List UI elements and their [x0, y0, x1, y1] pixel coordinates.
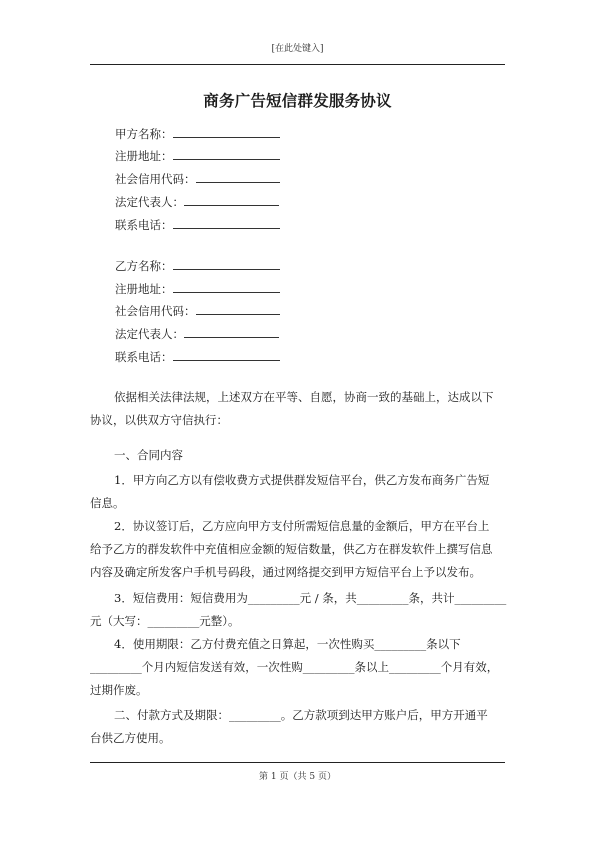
section-1-heading [90, 444, 505, 467]
party-b-credit-code-field: 社会信用代码： [115, 302, 280, 319]
clause-2-line-1: 2．协议签订后，乙方应向甲方支付所需短信息量的金额后，甲方在平台上 [114, 519, 490, 533]
document-title: 商务广告短信群发服务协议 [203, 91, 392, 110]
section-2-line-1: 二、付款方式及期限：_________。乙方款项到达甲方账户后，甲方开通平 [114, 708, 488, 722]
clause-4-line-1: 4．使用期限：乙方付费充值之日算起，一次性购买_________条以下 [114, 637, 461, 651]
page-number-footer: 第 1 页（共 5 页） [259, 772, 336, 782]
footer-divider [90, 762, 505, 763]
party-b-phone-field: 联系电话： [115, 348, 280, 365]
party-a-name-field: 甲方名称： [115, 125, 280, 142]
party-a-credit-code-field: 社会信用代码： [115, 170, 280, 187]
clause-4 [90, 633, 505, 702]
party-b-address-field: 注册地址： [115, 280, 280, 297]
clause-1-line-1: 1．甲方向乙方以有偿收费方式提供群发短信平台，供乙方发布商务广告短 [114, 473, 490, 487]
party-a-address-field: 注册地址： [115, 147, 280, 164]
clause-1-line-2: 信息。 [90, 496, 125, 510]
party-a-representative-blank[interactable] [184, 193, 279, 206]
header-divider [90, 64, 505, 65]
party-a-address-blank[interactable] [173, 147, 280, 160]
clause-3 [90, 587, 505, 633]
section-2-paragraph [90, 704, 505, 750]
section-1-heading-text: 一、合同内容 [114, 448, 183, 462]
clause-1 [90, 469, 505, 515]
party-a-phone-blank[interactable] [173, 216, 280, 229]
party-b-credit-code-blank[interactable] [196, 302, 280, 315]
intro-paragraph [90, 386, 505, 432]
section-2-line-2: 台供乙方使用。 [90, 731, 171, 745]
party-a-representative-field: 法定代表人： [115, 193, 279, 210]
party-b-phone-blank[interactable] [173, 348, 280, 361]
clause-3-line-1: 3．短信费用：短信费用为_________元 / 条，共_________条，共计_________ [114, 591, 507, 605]
clause-4-line-2: _________个月内短信发送有效，一次性购_________条以上_________个月有效， [90, 660, 499, 674]
intro-line-2: 协议，以供双方守信执行： [90, 413, 228, 427]
party-a-name-blank[interactable] [173, 125, 280, 138]
party-a-credit-code-blank[interactable] [196, 170, 280, 183]
party-b-representative-field: 法定代表人： [115, 325, 279, 342]
party-b-name-blank[interactable] [173, 257, 280, 270]
intro-line-1: 依据相关法律法规，上述双方在平等、自愿，协商一致的基础上，达成以下 [114, 390, 494, 404]
clause-2 [90, 515, 505, 584]
clause-4-line-3: 过期作废。 [90, 683, 148, 697]
clause-2-line-2: 给予乙方的群发软件中充值相应金额的短信数量，供乙方在群发软件上撰写信息 [90, 542, 493, 556]
clause-2-line-3: 内容及确定所发客户手机号码段，通过网络提交到甲方短信平台上予以发布。 [90, 565, 481, 579]
page-header: [在此处键入] [271, 44, 324, 54]
party-b-representative-blank[interactable] [184, 325, 279, 338]
party-b-address-blank[interactable] [173, 280, 280, 293]
clause-3-line-2: 元（大写：_________元整）。 [90, 614, 240, 628]
party-a-phone-field: 联系电话： [115, 216, 280, 233]
party-b-name-field: 乙方名称： [115, 257, 280, 274]
